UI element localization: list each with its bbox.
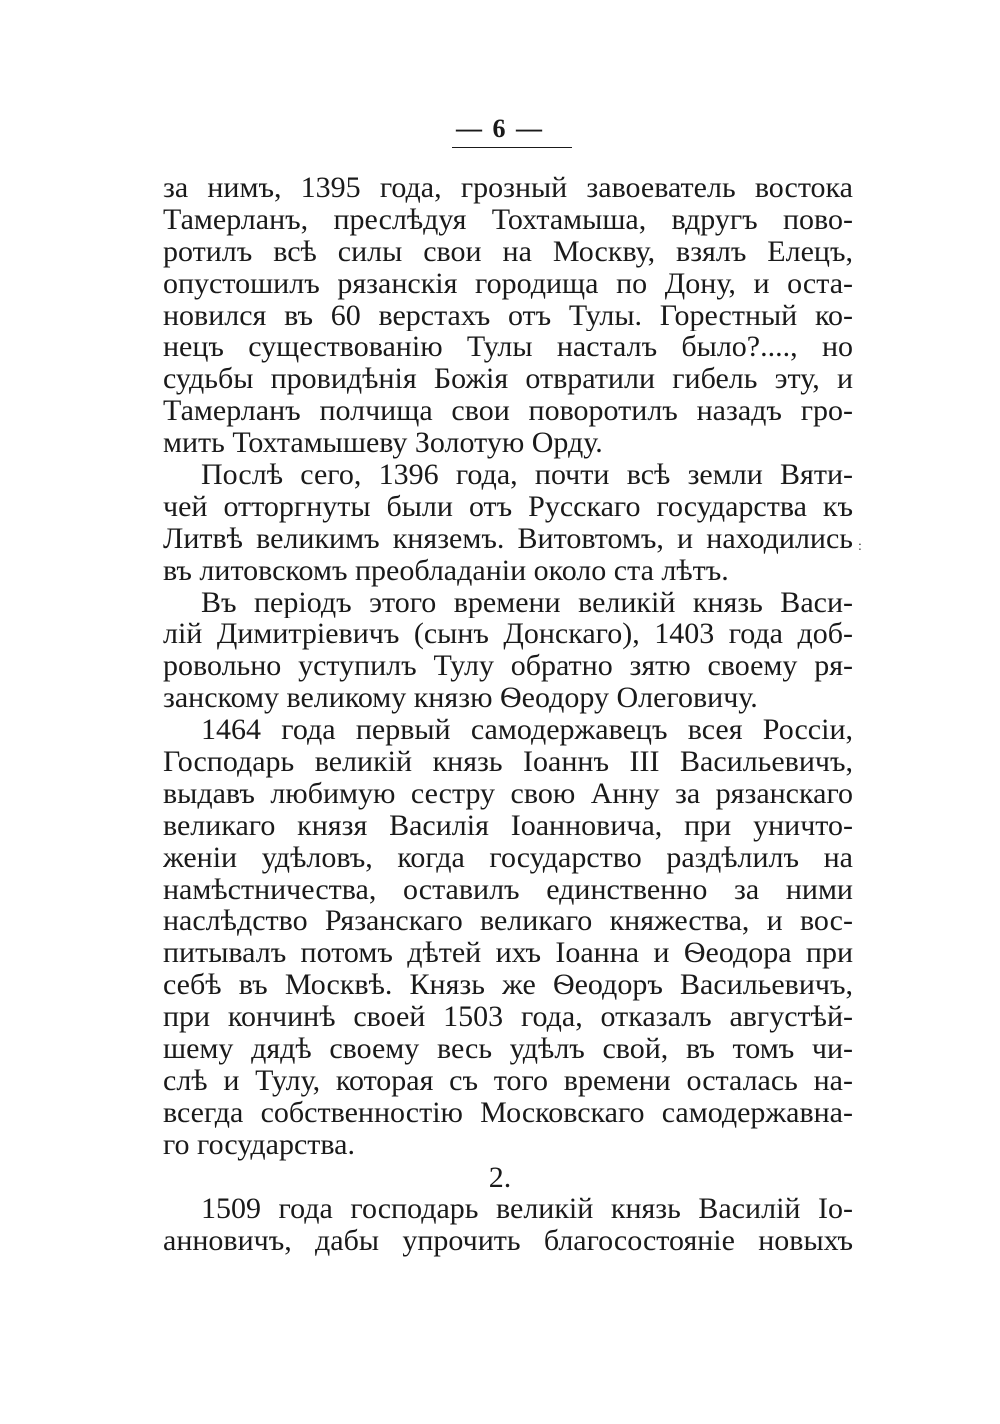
text-line: всегда собственностію Московскаго самодержавна-: [163, 1096, 853, 1129]
text-line: великаго князя Василія Іоанновича, при уничто-: [163, 809, 853, 842]
text-line: Послѣ сего, 1396 года, почти всѣ земли Вяти-: [201, 459, 853, 491]
text-line: новился въ 60 верстахъ отъ Тулы. Горестный ко-: [163, 299, 853, 332]
text-line: женіи удѣловъ, когда государство раздѣлилъ на: [163, 841, 853, 874]
text-line: ровольно уступилъ Тулу обратно зятю своему ря-: [163, 650, 853, 683]
main-text: [163, 172, 853, 1161]
text-line: въ литовскомъ преобладаніи около ста лѣтъ.: [163, 554, 729, 587]
text-line: анновичъ, дабы упрочить благосостояніе новыхъ: [163, 1224, 853, 1257]
text-line: ротилъ всѣ силы свои на Москву, взялъ Елецъ,: [163, 235, 853, 268]
text-line: за нимъ, 1395 года, грозный завоеватель востока: [163, 172, 853, 204]
text-line: слѣ и Тулу, которая съ того времени осталась на-: [163, 1064, 853, 1097]
text-line: выдавъ любимую сестру свою Анну за рязанскаго: [163, 777, 853, 810]
margin-speck: :: [858, 539, 862, 554]
page-number: — 6 —: [456, 114, 544, 143]
text-line: Тамерланъ полчища свои поворотилъ назадъ гро-: [163, 395, 853, 428]
text-line: намѣстничества, оставилъ единственно за ними: [163, 873, 853, 906]
text-line: чей отторгнуты были отъ Русскаго государства къ: [163, 490, 853, 523]
text-line: нецъ существованію Тулы насталъ было?...., но: [163, 331, 853, 364]
text-line: Въ періодъ этого времени великій князь Васи-: [201, 586, 853, 619]
text-line: наслѣдство Рязанскаго великаго княжества, и вос-: [163, 905, 853, 938]
section-number: 2.: [488, 1161, 512, 1194]
text-line: Господарь великій князь Іоаннъ III Васильевичъ,: [163, 746, 853, 778]
text-line: 1464 года первый самодержавецъ всея Россіи,: [201, 714, 853, 747]
header-rule: [452, 147, 572, 148]
section-text: [163, 1193, 853, 1257]
text-line: себѣ въ Москвѣ. Князь же Ѳеодоръ Васильевичъ,: [163, 969, 853, 1002]
text-line: при кончинѣ своей 1503 года, отказалъ августѣй-: [163, 1001, 853, 1034]
text-line: мить Тохтамышеву Золотую Орду.: [163, 427, 603, 460]
text-line: шему дядѣ своему весь удѣлъ свой, въ томъ чи-: [163, 1033, 853, 1065]
text-line: занскому великому князю Ѳеодору Олеговичу.: [163, 682, 758, 715]
text-line: питывалъ потомъ дѣтей ихъ Іоанна и Ѳеодора при: [163, 937, 853, 970]
text-line: Тамерланъ, преслѣдуя Тохтамыша, вдругъ пово-: [163, 203, 853, 236]
text-line: судьбы провидѣнія Божія отвратили гибель эту, и: [163, 363, 853, 396]
text-line: Литвѣ великимъ княземъ. Витовтомъ, и находились: [163, 522, 853, 555]
text-line: лій Димитріевичъ (сынъ Донскаго), 1403 года доб-: [163, 618, 853, 651]
text-line: го государства.: [163, 1128, 355, 1161]
text-line: 1509 года господарь великій князь Василій Іо-: [201, 1193, 853, 1225]
text-line: опустошилъ рязанскія городища по Дону, и оста-: [163, 267, 853, 300]
